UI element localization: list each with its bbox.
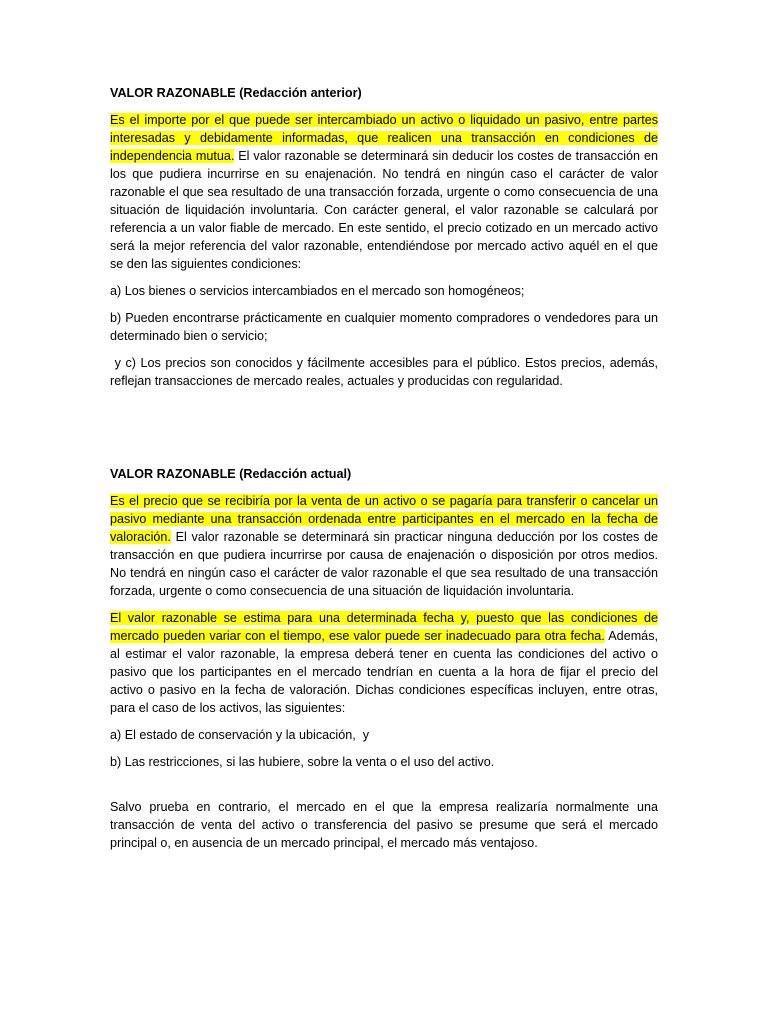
document-page bbox=[110, 84, 662, 861]
highlighted-definition-old: Es el importe por el que puede ser intercambiado un activo o liquidado un pasivo, entre partes interesadas y debidamente informadas, que realicen una transacción en condiciones de independencia mutua. bbox=[110, 113, 658, 163]
highlighted-estimate-new: El valor razonable se estima para una determinada fecha y, puesto que las condiciones de mercado pueden variar con el tiempo, ese valor puede ser inadecuado para otra fecha. bbox=[110, 611, 658, 643]
list-item-a-old: a) Los bienes o servicios intercambiados en el mercado son homogéneos; bbox=[110, 284, 525, 298]
paragraph-new-estimate bbox=[110, 609, 658, 717]
paragraph-text: El valor razonable se determinará sin deducir los costes de transacción en los que pudiera incurrirse en su enajenación. No tendrá en ningún caso el carácter de valor razonable el que sea resultado de una transacción forzada, urgente o como consecuencia de una situación de liquidación involuntaria. Con carácter general, el valor razonable se calculará por referencia a un valor fiable de mercado. En este sentido, el precio cotizado en un mercado activo será la mejor referencia del valor razonable, entendiéndose por mercado activo aquél en el que se den las siguientes condiciones: bbox=[110, 149, 658, 271]
paragraph-old-definition bbox=[110, 111, 658, 273]
paragraph-principal-market: Salvo prueba en contrario, el mercado en el que la empresa realizaría normalmente una transacción de venta del activo o transferencia del pasivo se presume que será el mercado principal o, en ausencia de un mercado principal, el mercado más ventajoso. bbox=[110, 800, 658, 850]
highlighted-definition-new: Es el precio que se recibiría por la venta de un activo o se pagaría para transferir o cancelar un pasivo mediante una transacción ordenada entre participantes en el mercado en la fecha de valoración. bbox=[110, 494, 658, 544]
list-item-b-new: b) Las restricciones, si las hubiere, sobre la venta o el uso del activo. bbox=[110, 755, 495, 769]
paragraph-text: Además, al estimar el valor razonable, la empresa deberá tener en cuenta las condiciones del activo o pasivo que los participantes en el mercado tendrían en cuenta a la hora de fijar el precio del activo o pasivo en la fecha de valoración. Dichas condiciones específicas incluyen, entre otras, para el caso de los activos, las siguientes: bbox=[110, 629, 658, 715]
paragraph-new-definition bbox=[110, 492, 658, 600]
paragraph-text: El valor razonable se determinará sin practicar ninguna deducción por los costes de transacción en que pudiera incurrirse por causa de enajenación o disposición por otros medios. No tendrá en ningún caso el carácter de valor razonable el que sea resultado de una transacción forzada, urgente o como consecuencia de una situación de liquidación involuntaria. bbox=[110, 530, 658, 598]
list-item-a-new: a) El estado de conservación y la ubicación, y bbox=[110, 728, 370, 742]
section-heading-new: VALOR RAZONABLE (Redacción actual) bbox=[110, 467, 352, 481]
list-item-c-old: y c) Los precios son conocidos y fácilmente accesibles para el público. Estos precios, además, reflejan transacciones de mercado reales, actuales y producidas con regularidad. bbox=[110, 356, 662, 388]
paragraph-spacer bbox=[110, 780, 658, 798]
section-spacer bbox=[110, 399, 658, 465]
list-item-b-old: b) Pueden encontrarse prácticamente en cualquier momento compradores o vendedores para un determinado bien o servicio; bbox=[110, 311, 658, 343]
section-heading-old: VALOR RAZONABLE (Redacción anterior) bbox=[110, 86, 362, 100]
